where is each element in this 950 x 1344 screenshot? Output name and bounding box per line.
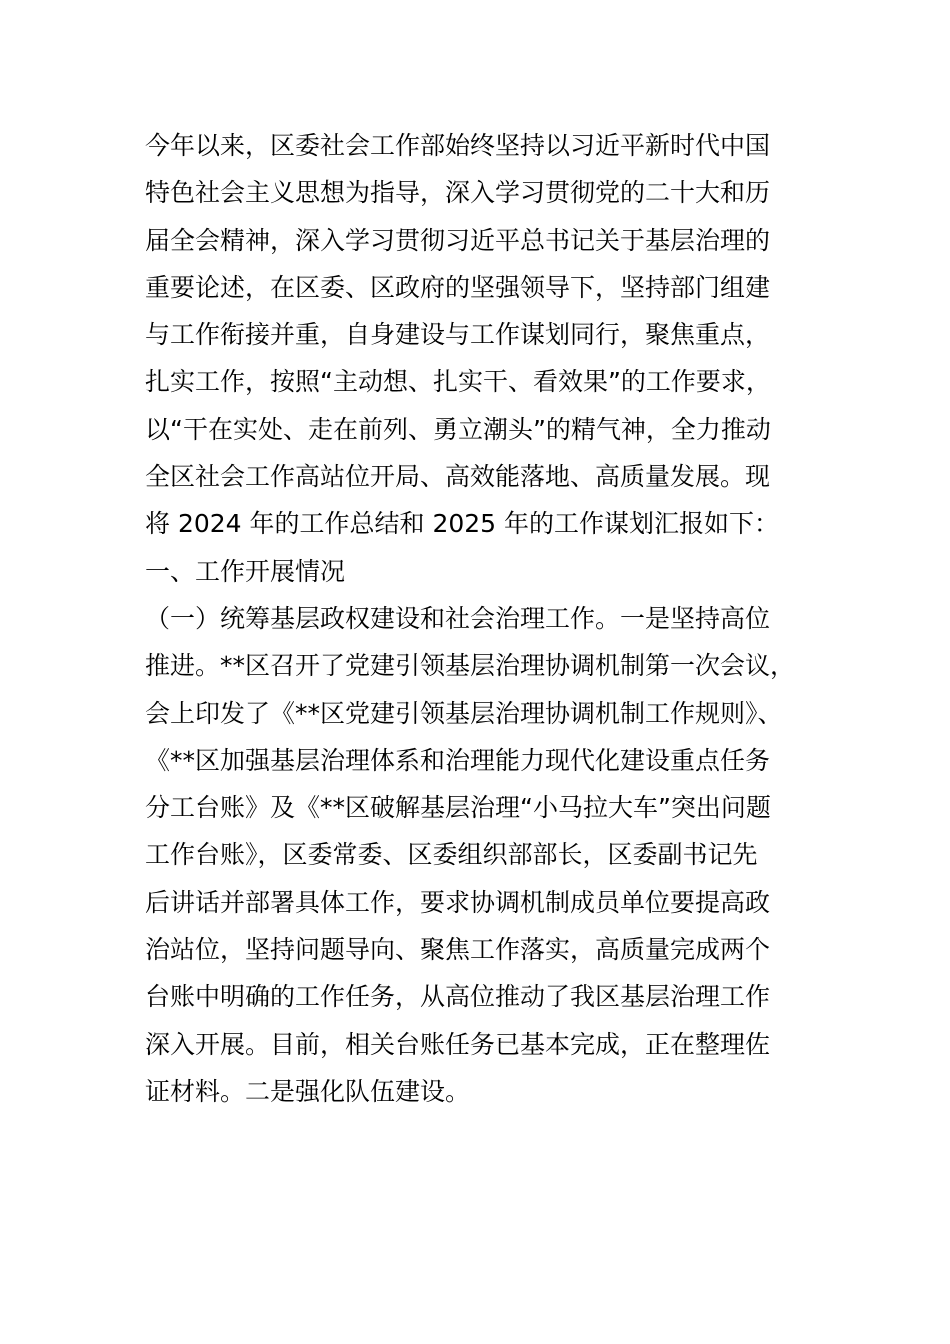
paragraph-line: 治站位，坚持问题导向、聚焦工作落实，高质量完成两个 — [145, 935, 771, 965]
paragraph-line: 推进。**区召开了党建引领基层治理协调机制第一次会议， — [145, 651, 796, 681]
paragraph-line: 今年以来，区委社会工作部始终坚持以习近平新时代中国 — [145, 131, 771, 160]
paragraph-line: 以“干在实处、走在前列、勇立潮头”的精气神，全力推动 — [145, 414, 771, 444]
paragraph-line: 后讲话并部署具体工作，要求协调机制成员单位要提高政 — [145, 887, 771, 917]
paragraph-line: 重要论述，在区委、区政府的坚强领导下，坚持部门组建 — [145, 272, 771, 302]
document-body — [145, 122, 845, 1115]
paragraph-line: 将 2024 年的工作总结和 2025 年的工作谋划汇报如下： — [145, 509, 780, 539]
paragraph-line: 工作台账》，区委常委、区委组织部部长，区委副书记先 — [145, 840, 758, 870]
paragraph-line: 与工作衔接并重，自身建设与工作谋划同行，聚焦重点， — [145, 320, 771, 350]
paragraph-line: 《**区加强基层治理体系和治理能力现代化建设重点任务 — [145, 745, 771, 775]
paragraph-line: 证材料。二是强化队伍建设。 — [145, 1076, 471, 1106]
paragraph-line: 届全会精神，深入学习贯彻习近平总书记关于基层治理的 — [145, 225, 771, 255]
paragraph-line: 台账中明确的工作任务，从高位推动了我区基层治理工作 — [145, 982, 771, 1012]
paragraph-line: 特色社会主义思想为指导，深入学习贯彻党的二十大和历 — [145, 178, 771, 208]
paragraph-line: 会上印发了《**区党建引领基层治理协调机制工作规则》、 — [145, 698, 783, 728]
paragraph-line: 分工台账》及《**区破解基层治理“小马拉大车”突出问题 — [145, 793, 771, 823]
paragraph-line: 全区社会工作高站位开局、高效能落地、高质量发展。现 — [145, 462, 771, 492]
paragraph-line: 深入开展。目前，相关台账任务已基本完成，正在整理佐 — [145, 1029, 771, 1059]
section-heading: 一、工作开展情况 — [145, 556, 346, 586]
paragraph-line: （一）统筹基层政权建设和社会治理工作。一是坚持高位 — [145, 603, 771, 633]
paragraph-line: 扎实工作，按照“主动想、扎实干、看效果”的工作要求， — [145, 367, 771, 397]
